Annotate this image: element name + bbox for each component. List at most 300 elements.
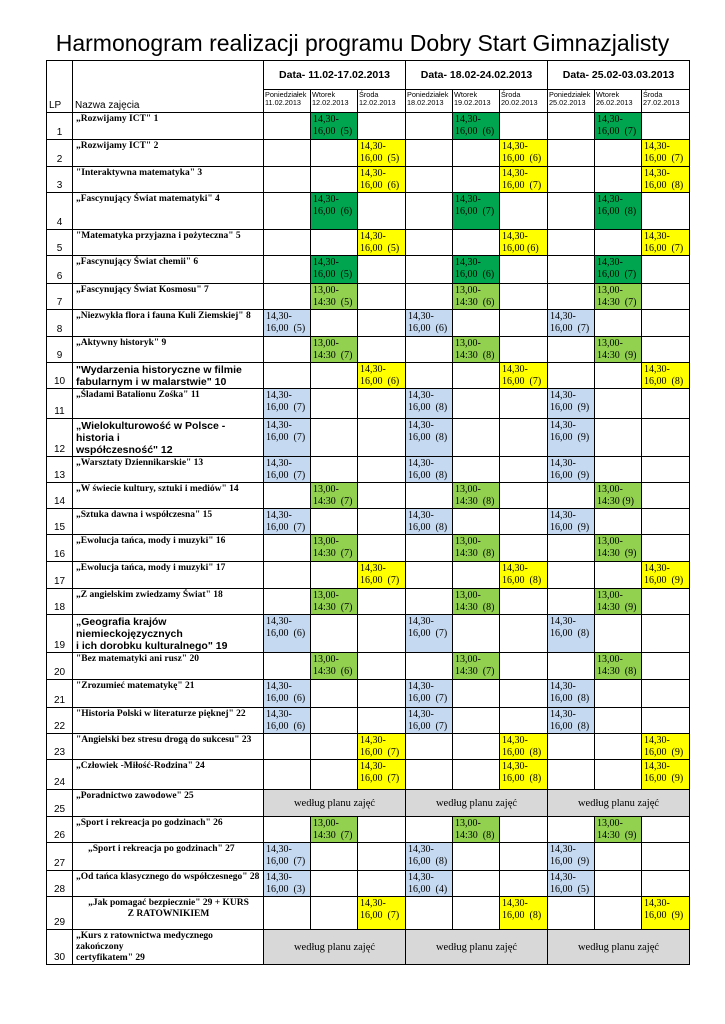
empty-slot xyxy=(453,419,500,457)
empty-slot xyxy=(358,193,406,230)
empty-slot xyxy=(406,284,453,310)
empty-slot xyxy=(406,483,453,509)
empty-slot xyxy=(264,760,311,790)
session-slot: 13,00- 14:30 (7) xyxy=(311,483,358,509)
empty-slot xyxy=(548,284,595,310)
empty-slot xyxy=(406,589,453,615)
empty-slot xyxy=(642,193,690,230)
session-slot: 13,00- 14:30 (7) xyxy=(311,535,358,562)
empty-slot xyxy=(358,589,406,615)
empty-slot xyxy=(500,708,548,734)
empty-slot xyxy=(595,871,642,897)
empty-slot xyxy=(406,337,453,363)
activity-name-cell xyxy=(73,653,264,680)
empty-slot xyxy=(500,256,548,284)
empty-slot xyxy=(453,457,500,483)
session-slot: 14,30- 16,00 (8) xyxy=(406,843,453,871)
activity-name-cell xyxy=(73,734,264,760)
empty-slot xyxy=(642,653,690,680)
day-name: Środa xyxy=(643,90,663,99)
empty-slot xyxy=(548,760,595,790)
empty-slot xyxy=(642,310,690,337)
empty-slot xyxy=(500,615,548,653)
empty-slot xyxy=(642,337,690,363)
empty-slot xyxy=(406,193,453,230)
activity-name-cell xyxy=(73,562,264,589)
table-row xyxy=(47,256,690,284)
session-slot: 14,30- 16,00 (3) xyxy=(264,871,311,897)
row-number: 22 xyxy=(47,708,73,734)
empty-slot xyxy=(358,337,406,363)
empty-slot xyxy=(500,483,548,509)
empty-slot xyxy=(311,760,358,790)
session-slot: 14,30- 16,00 (5) xyxy=(358,140,406,167)
activity-name: „Fascynujący Świat chemii" 6 xyxy=(76,257,199,267)
schedule-note: według planu zajęć xyxy=(264,790,406,817)
day-header xyxy=(595,90,642,113)
empty-slot xyxy=(500,509,548,535)
session-slot: 13,00- 14:30 (9) xyxy=(595,589,642,615)
session-slot: 14,30- 16,00 (5) xyxy=(311,256,358,284)
day-header xyxy=(500,90,548,113)
session-slot: 14,30- 16,00 (6) xyxy=(358,167,406,193)
empty-slot xyxy=(595,843,642,871)
session-slot: 14,30- 16,00 (6) xyxy=(311,193,358,230)
empty-slot xyxy=(642,483,690,509)
day-header xyxy=(453,90,500,113)
empty-slot xyxy=(595,389,642,419)
table-row xyxy=(47,680,690,708)
week-header: Data- 18.02-24.02.2013 xyxy=(406,61,548,90)
activity-name-cell xyxy=(73,817,264,843)
day-header xyxy=(264,90,311,113)
session-slot: 14,30- 16,00 (7) xyxy=(264,389,311,419)
empty-slot xyxy=(548,734,595,760)
empty-slot xyxy=(500,113,548,140)
empty-slot xyxy=(595,140,642,167)
session-slot: 14,30- 16,00 (9) xyxy=(642,562,690,589)
day-date: 12.02.2013 xyxy=(359,98,396,107)
table-row xyxy=(47,790,690,817)
empty-slot xyxy=(264,562,311,589)
empty-slot xyxy=(358,843,406,871)
empty-slot xyxy=(358,871,406,897)
day-header xyxy=(358,90,406,113)
session-slot: 14,30- 16,00 (9) xyxy=(548,389,595,419)
empty-slot xyxy=(548,897,595,930)
week-header: Data- 25.02-03.03.2013 xyxy=(548,61,690,90)
row-number: 14 xyxy=(47,483,73,509)
empty-slot xyxy=(548,483,595,509)
activity-name-cell xyxy=(73,790,264,817)
empty-slot xyxy=(595,562,642,589)
empty-slot xyxy=(358,535,406,562)
activity-name: "Wydarzenia historyczne w filmie fabularnym i w malarstwie" 10 xyxy=(76,364,242,388)
empty-slot xyxy=(453,871,500,897)
activity-name-cell xyxy=(73,897,264,930)
table-row xyxy=(47,871,690,897)
session-slot: 13,00- 14:30 (8) xyxy=(453,535,500,562)
empty-slot xyxy=(264,337,311,363)
empty-slot xyxy=(311,843,358,871)
empty-slot xyxy=(358,389,406,419)
empty-slot xyxy=(264,734,311,760)
activity-name: „Fascynujący Świat matematyki" 4 xyxy=(76,194,220,204)
day-name: Środa xyxy=(359,90,379,99)
empty-slot xyxy=(500,193,548,230)
empty-slot xyxy=(358,817,406,843)
activity-name-cell xyxy=(73,589,264,615)
activity-name: „Człowiek -Miłość-Rodzina" 24 xyxy=(76,761,205,771)
empty-slot xyxy=(406,734,453,760)
session-slot: 14,30- 16,00 (8) xyxy=(406,457,453,483)
table-row xyxy=(47,113,690,140)
empty-slot xyxy=(642,871,690,897)
day-name: Poniedziałek xyxy=(549,90,591,99)
activity-name: „Aktywny historyk" 9 xyxy=(76,338,167,348)
empty-slot xyxy=(358,457,406,483)
empty-slot xyxy=(595,708,642,734)
empty-slot xyxy=(453,167,500,193)
empty-slot xyxy=(595,897,642,930)
empty-slot xyxy=(311,363,358,389)
row-number: 3 xyxy=(47,167,73,193)
lp-header-blank xyxy=(47,61,73,90)
schedule-note: według planu zajęć xyxy=(548,790,690,817)
activity-name: „Kurs z ratownictwa medycznego zakończony certyfikatem" 29 xyxy=(76,931,213,963)
day-name: Wtorek xyxy=(312,90,336,99)
row-number: 2 xyxy=(47,140,73,167)
activity-name: „Jak pomagać bezpiecznie" 29 + KURS Z RATOWNIKIEM xyxy=(88,898,249,919)
empty-slot xyxy=(358,113,406,140)
session-slot: 14,30- 16,00 (9) xyxy=(642,897,690,930)
schedule-table xyxy=(46,60,690,965)
session-slot: 14,30- 16,00 (8) xyxy=(500,562,548,589)
day-date: 25.02.2013 xyxy=(549,98,586,107)
session-slot: 14,30- 16,00 (6) xyxy=(453,113,500,140)
empty-slot xyxy=(642,457,690,483)
empty-slot xyxy=(548,337,595,363)
empty-slot xyxy=(453,897,500,930)
empty-slot xyxy=(311,562,358,589)
empty-slot xyxy=(264,589,311,615)
session-slot: 14,30- 16,00 (6) xyxy=(264,708,311,734)
empty-slot xyxy=(548,113,595,140)
activity-name: „Śladami Batalionu Zośka" 11 xyxy=(76,390,200,400)
table-row xyxy=(47,817,690,843)
session-slot: 14,30- 16,00 (7) xyxy=(595,113,642,140)
activity-name: „Od tańca klasycznego do współczesnego" 28 xyxy=(76,872,260,882)
week-header-row xyxy=(47,61,690,90)
session-slot: 13,00- 14:30 (6) xyxy=(311,653,358,680)
activity-name-cell xyxy=(73,193,264,230)
empty-slot xyxy=(264,140,311,167)
session-slot: 14,30- 16,00 (7) xyxy=(264,419,311,457)
activity-name-cell xyxy=(73,256,264,284)
row-number: 1 xyxy=(47,113,73,140)
empty-slot xyxy=(311,615,358,653)
session-slot: 13,00- 14:30 (8) xyxy=(453,337,500,363)
activity-name: "Angielski bez stresu drogą do sukcesu" 23 xyxy=(76,735,252,745)
schedule-note: według planu zajęć xyxy=(264,930,406,965)
session-slot: 14,30- 16,00 (9) xyxy=(548,457,595,483)
session-slot: 13,00- 14:30 (7) xyxy=(453,653,500,680)
activity-name-cell xyxy=(73,680,264,708)
activity-name: "Interaktywna matematyka" 3 xyxy=(76,168,203,178)
row-number: 24 xyxy=(47,760,73,790)
activity-name-cell xyxy=(73,930,264,965)
empty-slot xyxy=(264,230,311,256)
empty-slot xyxy=(453,843,500,871)
table-row xyxy=(47,310,690,337)
empty-slot xyxy=(595,615,642,653)
table-row xyxy=(47,930,690,965)
empty-slot xyxy=(406,230,453,256)
empty-slot xyxy=(453,562,500,589)
row-number: 30 xyxy=(47,930,73,965)
empty-slot xyxy=(264,653,311,680)
empty-slot xyxy=(311,708,358,734)
empty-slot xyxy=(548,256,595,284)
empty-slot xyxy=(453,734,500,760)
empty-slot xyxy=(264,483,311,509)
session-slot: 13,00- 14:30 (7) xyxy=(311,589,358,615)
empty-slot xyxy=(500,653,548,680)
session-slot: 14,30- 16,00 (7) xyxy=(264,509,311,535)
row-number: 11 xyxy=(47,389,73,419)
activity-name-cell xyxy=(73,113,264,140)
activity-name: „Warsztaty Dziennikarskie" 13 xyxy=(76,458,204,468)
session-slot: 13,00- 14:30 (5) xyxy=(311,284,358,310)
empty-slot xyxy=(548,562,595,589)
empty-slot xyxy=(406,167,453,193)
table-row xyxy=(47,760,690,790)
empty-slot xyxy=(406,113,453,140)
empty-slot xyxy=(642,535,690,562)
empty-slot xyxy=(500,817,548,843)
empty-slot xyxy=(595,509,642,535)
activity-name: "Bez matematyki ani rusz" 20 xyxy=(76,654,199,664)
empty-slot xyxy=(311,167,358,193)
activity-name: „Niezwykła flora i fauna Kuli Ziemskiej" 8 xyxy=(76,311,251,321)
table-row xyxy=(47,483,690,509)
empty-slot xyxy=(311,680,358,708)
table-row xyxy=(47,615,690,653)
activity-name-cell xyxy=(73,310,264,337)
day-date: 19.02.2013 xyxy=(454,98,491,107)
activity-name: "Zrozumieć matematykę" 21 xyxy=(76,681,195,691)
table-row xyxy=(47,167,690,193)
day-header xyxy=(548,90,595,113)
day-header-row xyxy=(47,90,690,113)
empty-slot xyxy=(595,680,642,708)
empty-slot xyxy=(642,113,690,140)
row-number: 7 xyxy=(47,284,73,310)
session-slot: 13,00- 14:30 (9) xyxy=(595,483,642,509)
empty-slot xyxy=(406,363,453,389)
schedule-note: według planu zajęć xyxy=(548,930,690,965)
row-number: 16 xyxy=(47,535,73,562)
page-title: Harmonogram realizacji programu Dobry Start Gimnazjalisty xyxy=(55,30,670,56)
table-row xyxy=(47,589,690,615)
empty-slot xyxy=(453,509,500,535)
session-slot: 14,30- 16,00 (7) xyxy=(595,256,642,284)
session-slot: 13,00- 14:30 (8) xyxy=(453,483,500,509)
empty-slot xyxy=(406,653,453,680)
session-slot: 13,00- 14:30 (7) xyxy=(595,284,642,310)
empty-slot xyxy=(264,113,311,140)
empty-slot xyxy=(500,389,548,419)
activity-name: „Rozwijamy ICT" 2 xyxy=(76,141,159,151)
empty-slot xyxy=(311,897,358,930)
empty-slot xyxy=(595,419,642,457)
session-slot: 14,30- 16,00 (7) xyxy=(642,140,690,167)
empty-slot xyxy=(264,897,311,930)
empty-slot xyxy=(453,708,500,734)
table-row xyxy=(47,363,690,389)
row-number: 17 xyxy=(47,562,73,589)
row-number: 13 xyxy=(47,457,73,483)
session-slot: 13,00- 14:30 (8) xyxy=(453,589,500,615)
table-row xyxy=(47,708,690,734)
activity-name-cell xyxy=(73,483,264,509)
empty-slot xyxy=(264,284,311,310)
row-number: 23 xyxy=(47,734,73,760)
session-slot: 14,30- 16,00 (9) xyxy=(642,760,690,790)
empty-slot xyxy=(595,310,642,337)
activity-name-cell xyxy=(73,419,264,457)
table-row xyxy=(47,535,690,562)
session-slot: 14,30- 16,00 (9) xyxy=(548,509,595,535)
empty-slot xyxy=(500,419,548,457)
session-slot: 14,30- 16,00 (7) xyxy=(358,562,406,589)
activity-name: „Sztuka dawna i współczesna" 15 xyxy=(76,510,213,520)
empty-slot xyxy=(311,509,358,535)
empty-slot xyxy=(311,457,358,483)
table-row xyxy=(47,457,690,483)
day-name: Poniedziałek xyxy=(407,90,449,99)
activity-name-cell xyxy=(73,760,264,790)
row-number: 15 xyxy=(47,509,73,535)
session-slot: 14,30- 16,00 (6) xyxy=(500,230,548,256)
empty-slot xyxy=(264,363,311,389)
empty-slot xyxy=(642,615,690,653)
activity-name-cell xyxy=(73,535,264,562)
session-slot: 14,30- 16,00 (7) xyxy=(358,734,406,760)
empty-slot xyxy=(264,167,311,193)
empty-slot xyxy=(642,284,690,310)
empty-slot xyxy=(642,708,690,734)
empty-slot xyxy=(642,817,690,843)
empty-slot xyxy=(548,653,595,680)
session-slot: 14,30- 16,00 (8) xyxy=(642,363,690,389)
day-header xyxy=(642,90,690,113)
empty-slot xyxy=(453,363,500,389)
activity-name: "Historia Polski w literaturze pięknej" 22 xyxy=(76,709,246,719)
day-header xyxy=(406,90,453,113)
schedule-note: według planu zajęć xyxy=(406,790,548,817)
empty-slot xyxy=(548,589,595,615)
row-number: 28 xyxy=(47,871,73,897)
day-date: 27.02.2013 xyxy=(643,98,680,107)
empty-slot xyxy=(358,310,406,337)
empty-slot xyxy=(453,310,500,337)
table-row xyxy=(47,230,690,256)
empty-slot xyxy=(358,680,406,708)
activity-name: „Rozwijamy ICT" 1 xyxy=(76,114,159,124)
empty-slot xyxy=(595,457,642,483)
session-slot: 14,30- 16,00 (7) xyxy=(500,167,548,193)
row-number: 5 xyxy=(47,230,73,256)
empty-slot xyxy=(453,389,500,419)
session-slot: 14,30- 16,00 (8) xyxy=(642,167,690,193)
empty-slot xyxy=(264,256,311,284)
empty-slot xyxy=(500,535,548,562)
empty-slot xyxy=(311,230,358,256)
empty-slot xyxy=(642,509,690,535)
empty-slot xyxy=(548,817,595,843)
empty-slot xyxy=(595,760,642,790)
session-slot: 14,30- 16,00 (8) xyxy=(500,734,548,760)
row-number: 19 xyxy=(47,615,73,653)
table-row xyxy=(47,843,690,871)
empty-slot xyxy=(358,653,406,680)
session-slot: 14,30- 16,00 (7) xyxy=(264,457,311,483)
row-number: 29 xyxy=(47,897,73,930)
row-number: 27 xyxy=(47,843,73,871)
empty-slot xyxy=(500,589,548,615)
session-slot: 13,00- 14:30 (8) xyxy=(595,653,642,680)
table-row xyxy=(47,897,690,930)
session-slot: 14,30- 16,00 (5) xyxy=(358,230,406,256)
empty-slot xyxy=(311,871,358,897)
table-row xyxy=(47,734,690,760)
activity-name: „Poradnictwo zawodowe" 25 xyxy=(76,791,194,801)
session-slot: 14,30- 16,00 (8) xyxy=(406,419,453,457)
session-slot: 14,30- 16,00 (8) xyxy=(406,509,453,535)
empty-slot xyxy=(642,419,690,457)
lp-header: LP xyxy=(47,90,73,113)
empty-slot xyxy=(406,140,453,167)
day-date: 11.02.2013 xyxy=(265,98,301,107)
empty-slot xyxy=(642,589,690,615)
activity-name: „Sport i rekreacja po godzinach" 27 xyxy=(88,844,235,854)
session-slot: 14,30- 16,00 (8) xyxy=(548,708,595,734)
empty-slot xyxy=(642,843,690,871)
row-number: 18 xyxy=(47,589,73,615)
activity-name-cell xyxy=(73,284,264,310)
empty-slot xyxy=(500,337,548,363)
session-slot: 14,30- 16,00 (6) xyxy=(406,310,453,337)
session-slot: 14,30- 16,00 (5) xyxy=(311,113,358,140)
session-slot: 14,30- 16,00 (7) xyxy=(453,193,500,230)
empty-slot xyxy=(595,167,642,193)
name-header-blank xyxy=(73,61,264,90)
session-slot: 14,30- 16,00 (7) xyxy=(358,897,406,930)
empty-slot xyxy=(311,389,358,419)
session-slot: 13,00- 14:30 (9) xyxy=(595,337,642,363)
empty-slot xyxy=(548,363,595,389)
empty-slot xyxy=(311,310,358,337)
empty-slot xyxy=(358,256,406,284)
empty-slot xyxy=(406,817,453,843)
row-number: 4 xyxy=(47,193,73,230)
row-number: 9 xyxy=(47,337,73,363)
session-slot: 14,30- 16,00 (8) xyxy=(406,389,453,419)
empty-slot xyxy=(548,535,595,562)
activity-name: "Matematyka przyjazna i pożyteczna" 5 xyxy=(76,231,241,241)
session-slot: 14,30- 16,00 (5) xyxy=(548,871,595,897)
